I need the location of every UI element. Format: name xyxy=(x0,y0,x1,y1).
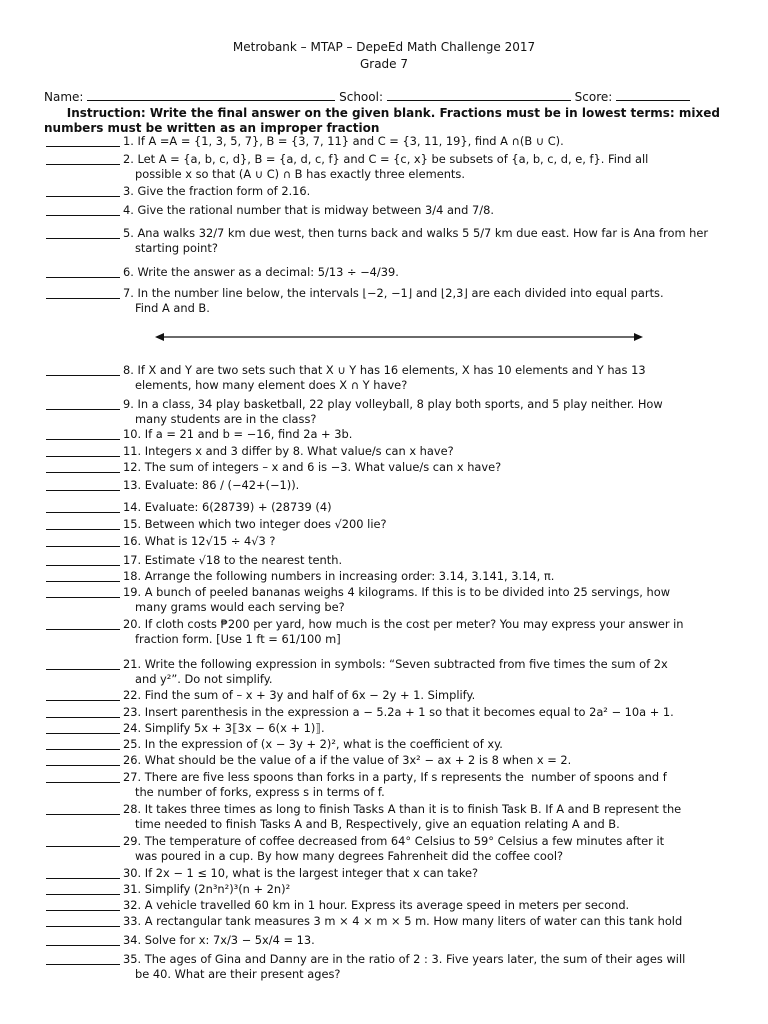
question-item xyxy=(46,585,726,615)
question-text: 30. If 2x − 1 ≤ 10, what is the largest integer that x can take? xyxy=(123,866,479,880)
answer-blank[interactable] xyxy=(46,146,120,147)
answer-blank[interactable] xyxy=(46,490,120,491)
question-text: 34. Solve for x: 7x/3 − 5x/4 = 13. xyxy=(123,933,315,947)
school-field[interactable] xyxy=(387,90,571,101)
student-fields xyxy=(44,90,720,104)
question-text-continued: Find A and B. xyxy=(135,301,210,315)
question-item xyxy=(46,657,726,687)
answer-blank[interactable] xyxy=(46,456,120,457)
answer-blank[interactable] xyxy=(46,546,120,547)
answer-blank[interactable] xyxy=(46,894,120,895)
instruction-line-2: numbers must be written as an improper fraction xyxy=(44,121,380,135)
question-text-continued: many students are in the class? xyxy=(135,412,317,426)
question-item xyxy=(46,866,726,881)
answer-blank[interactable] xyxy=(46,277,120,278)
question-item xyxy=(46,553,726,568)
question-item xyxy=(46,286,726,316)
answer-blank[interactable] xyxy=(46,878,120,879)
question-text: 15. Between which two integer does √200 lie? xyxy=(123,517,387,531)
answer-blank[interactable] xyxy=(46,164,120,165)
question-item xyxy=(46,569,726,584)
question-text-continued: time needed to finish Tasks A and B, Respectively, give an equation relating A and B. xyxy=(135,817,620,831)
score-field[interactable] xyxy=(616,90,690,101)
question-text: 31. Simplify (2n³n²)³(n + 2n)² xyxy=(123,882,291,896)
score-label: Score: xyxy=(574,90,613,104)
question-item xyxy=(46,363,726,393)
question-item xyxy=(46,265,726,280)
answer-blank[interactable] xyxy=(46,472,120,473)
question-item xyxy=(46,427,726,442)
question-item xyxy=(46,802,726,832)
answer-blank[interactable] xyxy=(46,846,120,847)
question-text: 5. Ana walks 32/7 km due west, then turns back and walks 5 5/7 km due east. How far is Ana from her xyxy=(123,226,709,240)
question-text: 19. A bunch of peeled bananas weighs 4 kilograms. If this is to be divided into 25 servings, how xyxy=(123,585,671,599)
question-item xyxy=(46,688,726,703)
question-text: 26. What should be the value of a if the value of 3x² − ax + 2 is 8 when x = 2. xyxy=(123,753,572,767)
question-item xyxy=(46,478,726,493)
answer-blank[interactable] xyxy=(46,597,120,598)
answer-blank[interactable] xyxy=(46,910,120,911)
question-text-continued: and y²”. Do not simplify. xyxy=(135,672,273,686)
answer-blank[interactable] xyxy=(46,669,120,670)
answer-blank[interactable] xyxy=(46,964,120,965)
answer-blank[interactable] xyxy=(46,565,120,566)
question-text: 23. Insert parenthesis in the expression a − 5.2a + 1 so that it becomes equal to 2a² − 10a + 1. xyxy=(123,705,674,719)
question-item xyxy=(46,882,726,897)
question-item xyxy=(46,500,726,515)
question-text: 4. Give the rational number that is midway between 3/4 and 7/8. xyxy=(123,203,494,217)
question-item xyxy=(46,517,726,532)
answer-blank[interactable] xyxy=(46,529,120,530)
question-text: 8. If X and Y are two sets such that X ∪ Y has 16 elements, X has 10 elements and Y has 13 xyxy=(123,363,646,377)
question-item xyxy=(46,721,726,736)
question-text: 7. In the number line below, the intervals ⌊−2, −1⌋ and ⌊2,3⌋ are each divided into equal parts. xyxy=(123,286,664,300)
answer-blank[interactable] xyxy=(46,733,120,734)
question-item xyxy=(46,203,726,218)
question-item xyxy=(46,534,726,549)
question-item xyxy=(46,952,726,982)
question-item xyxy=(46,914,726,929)
question-text: 14. Evaluate: 6(28739) + (28739 (4) xyxy=(123,500,332,514)
name-field[interactable] xyxy=(87,90,335,101)
question-item xyxy=(46,834,726,864)
school-label: School: xyxy=(339,90,383,104)
question-item xyxy=(46,737,726,752)
answer-blank[interactable] xyxy=(46,926,120,927)
answer-blank[interactable] xyxy=(46,945,120,946)
question-text-continued: starting point? xyxy=(135,241,218,255)
question-text: 10. If a = 21 and b = −16, find 2a + 3b. xyxy=(123,427,353,441)
question-text: 16. What is 12√15 ÷ 4√3 ? xyxy=(123,534,276,548)
grade-label: Grade 7 xyxy=(359,57,409,71)
answer-blank[interactable] xyxy=(46,814,120,815)
question-text-continued: elements, how many element does X ∩ Y have? xyxy=(135,378,408,392)
answer-blank[interactable] xyxy=(46,375,120,376)
answer-blank[interactable] xyxy=(46,581,120,582)
answer-blank[interactable] xyxy=(46,700,120,701)
question-text: 33. A rectangular tank measures 3 m × 4 × m × 5 m. How many liters of water can this tank hold xyxy=(123,914,683,928)
question-item xyxy=(46,226,726,256)
question-text-continued: possible x so that (A ∪ C) ∩ B has exactly three elements. xyxy=(135,167,465,181)
question-item xyxy=(46,152,726,182)
answer-blank[interactable] xyxy=(46,765,120,766)
answer-blank[interactable] xyxy=(46,298,120,299)
question-text: 21. Write the following expression in symbols: “Seven subtracted from five times the sum of 2x xyxy=(123,657,668,671)
question-text: 25. In the expression of (x − 3y + 2)², what is the coefficient of xy. xyxy=(123,737,503,751)
question-item xyxy=(46,397,726,427)
answer-blank[interactable] xyxy=(46,717,120,718)
question-item xyxy=(46,753,726,768)
question-text: 20. If cloth costs ₱200 per yard, how much is the cost per meter? You may express your answer in xyxy=(123,617,684,631)
question-text: 17. Estimate √18 to the nearest tenth. xyxy=(123,553,343,567)
question-item xyxy=(46,705,726,720)
question-text: 35. The ages of Gina and Danny are in the ratio of 2 : 3. Five years later, the sum of their ages will xyxy=(123,952,686,966)
answer-blank[interactable] xyxy=(46,629,120,630)
answer-blank[interactable] xyxy=(46,439,120,440)
question-item xyxy=(46,933,726,948)
question-text: 22. Find the sum of – x + 3y and half of 6x − 2y + 1. Simplify. xyxy=(123,688,476,702)
question-item xyxy=(46,770,726,800)
question-text: 32. A vehicle travelled 60 km in 1 hour. Express its average speed in meters per second. xyxy=(123,898,630,912)
question-text: 11. Integers x and 3 differ by 8. What value/s can x have? xyxy=(123,444,454,458)
question-text: 9. In a class, 34 play basketball, 22 play volleyball, 8 play both sports, and 5 play neither. How xyxy=(123,397,663,411)
question-item xyxy=(46,444,726,459)
question-text: 24. Simplify 5x + 3⟦3x − 6(x + 1)⟧. xyxy=(123,721,325,735)
question-text: 29. The temperature of coffee decreased from 64° Celsius to 59° Celsius a few minutes after it xyxy=(123,834,665,848)
number-line xyxy=(155,330,643,344)
answer-blank[interactable] xyxy=(46,512,120,513)
question-text-continued: be 40. What are their present ages? xyxy=(135,967,341,981)
answer-blank[interactable] xyxy=(46,238,120,239)
instruction-line-1: Instruction: Write the final answer on the given blank. Fractions must be in lowest terms: mixed xyxy=(66,106,720,120)
question-text-continued: the number of forks, express s in terms of f. xyxy=(135,785,385,799)
question-item xyxy=(46,460,726,475)
question-item xyxy=(46,134,726,149)
question-text: 3. Give the fraction form of 2.16. xyxy=(123,184,311,198)
question-text-continued: many grams would each serving be? xyxy=(135,600,345,614)
answer-blank[interactable] xyxy=(46,749,120,750)
answer-blank[interactable] xyxy=(46,409,120,410)
question-text-continued: was poured in a cup. By how many degrees Fahrenheit did the coffee cool? xyxy=(135,849,564,863)
question-text: 13. Evaluate: 86 / (−42+(−1)). xyxy=(123,478,300,492)
name-label: Name: xyxy=(44,90,84,104)
question-text: 27. There are five less spoons than forks in a party, If s represents the number of spoons and f xyxy=(123,770,667,784)
question-text: 12. The sum of integers – x and 6 is −3. What value/s can x have? xyxy=(123,460,502,474)
question-text: 18. Arrange the following numbers in increasing order: 3.14, 3.141, 3.14, π. xyxy=(123,569,555,583)
question-text: 6. Write the answer as a decimal: 5/13 ÷ −4/39. xyxy=(123,265,399,279)
question-item xyxy=(46,184,726,199)
question-item xyxy=(46,898,726,913)
question-item xyxy=(46,617,726,647)
worksheet-title: Metrobank – MTAP – DepeEd Math Challenge 2017 xyxy=(232,40,536,54)
question-text: 2. Let A = {a, b, c, d}, B = {a, d, c, f} and C = {c, x} be subsets of {a, b, c, d, e, f}. Find all xyxy=(123,152,649,166)
answer-blank[interactable] xyxy=(46,196,120,197)
question-text: 1. If A =A = {1, 3, 5, 7}, B = {3, 7, 11} and C = {3, 11, 19}, find A ∩(B ∪ C). xyxy=(123,134,564,148)
answer-blank[interactable] xyxy=(46,782,120,783)
question-text-continued: fraction form. [Use 1 ft = 61/100 m] xyxy=(135,632,341,646)
answer-blank[interactable] xyxy=(46,215,120,216)
question-text: 28. It takes three times as long to finish Tasks A than it is to finish Task B. If A and B represent the xyxy=(123,802,682,816)
